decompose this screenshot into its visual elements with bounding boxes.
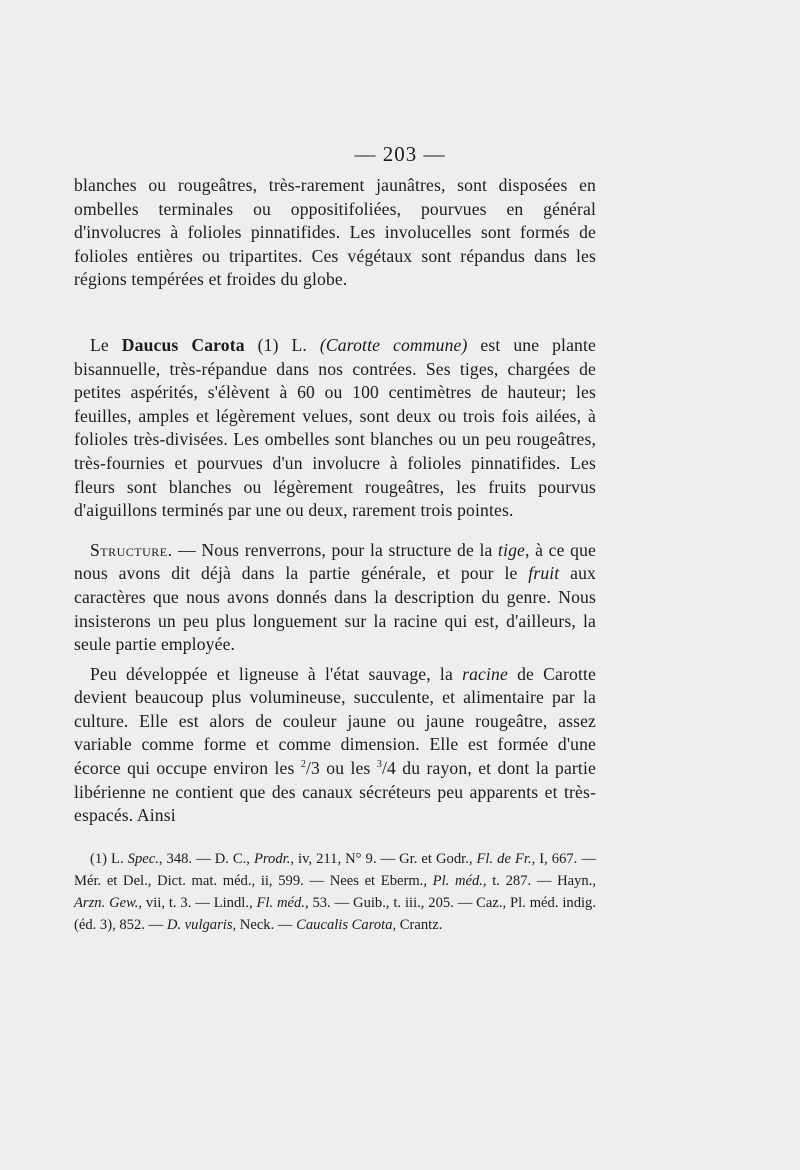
text-segment: Peu développée et ligneuse à l'état sauvage, la: [90, 663, 463, 684]
footnote-text: , t. 287. — Hayn.,: [482, 873, 597, 889]
fraction-denominator: /4: [381, 758, 396, 779]
citation-title: Arzn. Gew.: [74, 895, 139, 911]
footnote-text: , 348. — D. C.,: [158, 851, 254, 867]
citation-title: D. vulgaris: [166, 917, 233, 933]
footnote-text: , iv, 211, N° 9. — Gr. et Godr.,: [290, 851, 477, 867]
text-segment: est une plante bisannuelle, très-répandue dans nos contrées. Ses tiges, chargées de petites aspérités, s'élèvent à 60 ou 100 centimètres de hauteur; les feuilles, amples et légèrement velues, sont deux ou trois fois ailées, à folioles très-divisées. Les ombelles sont blanches ou un peu rougeâtres, très-fournies et pourvues d'un involucre à folioles pinnatifides. Les fleurs sont blanches ou légèrement rougeâtres, les fruits pourvus d'aiguillons terminés par une ou deux, rarement trois pointes.: [74, 334, 596, 521]
footnote-text: , vii, t. 3. — Lindl.,: [138, 895, 257, 911]
footnote-text: , 53. — Guib., t. iii., 205. — Caz., Pl. méd. indig. (éd. 3), 852. —: [74, 895, 596, 933]
main-text: [74, 174, 596, 828]
term-racine: racine: [462, 663, 508, 684]
paragraph-continued: blanches ou rougeâtres, très-rarement jaunâtres, sont disposées en ombelles terminales ou oppositifoliées, pourvues en général d'involucres à folioles pinnatifides. Les involucelles sont formés de folioles entières ou tripartites. Ces végétaux sont répandus dans les régions tempérées et froides du globe.: [74, 175, 596, 290]
text-segment: de Carotte devient beaucoup plus volumineuse, succulente, et alimentaire par la culture. Elle est alors de couleur jaune ou jaune rougeâtre, assez variable comme forme et comme dimension. Elle est formée d'une écorce qui occupe environ les: [74, 663, 596, 779]
paragraph-daucus-carota: [74, 334, 596, 523]
text-segment: ou les: [319, 758, 377, 779]
paragraph-structure: [74, 539, 596, 657]
species-name: Daucus Carota: [121, 334, 245, 355]
citation-title: Pl. méd.: [432, 873, 483, 889]
fraction-numerator: 2: [300, 759, 306, 771]
section-heading: Structure.: [90, 539, 173, 560]
common-name: (Carotte commune): [319, 334, 468, 355]
page-number: — 203 —: [354, 142, 446, 166]
text-segment: Le: [90, 334, 122, 355]
paragraph-racine: [74, 663, 596, 828]
fraction-numerator: 3: [376, 759, 382, 771]
citation-title: Caucalis Carota: [296, 917, 393, 933]
text-segment: aux caractères que nous avons donnés dans la description du genre. Nous insisterons un peu plus longuement sur la racine qui est, d'ailleurs, la seule partie employée.: [74, 563, 596, 655]
fraction-denominator: /3: [305, 758, 320, 779]
footnote-text: , I, 667. — Mér. et Del., Dict. mat. méd., ii, 599. — Nees et Eberm.,: [74, 851, 596, 889]
term-tige: tige: [498, 539, 526, 560]
citation-title: Fl. méd.: [256, 895, 305, 911]
footnote-marker: (1) L.: [90, 851, 128, 867]
footnote: [74, 848, 596, 936]
footnote-reference: (1) L.: [244, 334, 320, 355]
text-segment: du rayon, et dont la partie libérienne ne contient que des canaux sécréteurs peu apparents et très-espacés. Ainsi: [74, 758, 596, 826]
footnote-text: , Neck. —: [232, 917, 297, 933]
text-segment: — Nous renverrons, pour la structure de la: [172, 539, 499, 560]
text-segment: , à ce que nous avons dit déjà dans la partie générale, et pour le: [74, 539, 596, 584]
term-fruit: fruit: [528, 563, 560, 584]
citation-title: Prodr.: [254, 851, 291, 867]
footnote-text: , Crantz.: [392, 917, 443, 933]
citation-title: Spec.: [127, 851, 159, 867]
citation-title: Fl. de Fr.: [476, 851, 532, 867]
